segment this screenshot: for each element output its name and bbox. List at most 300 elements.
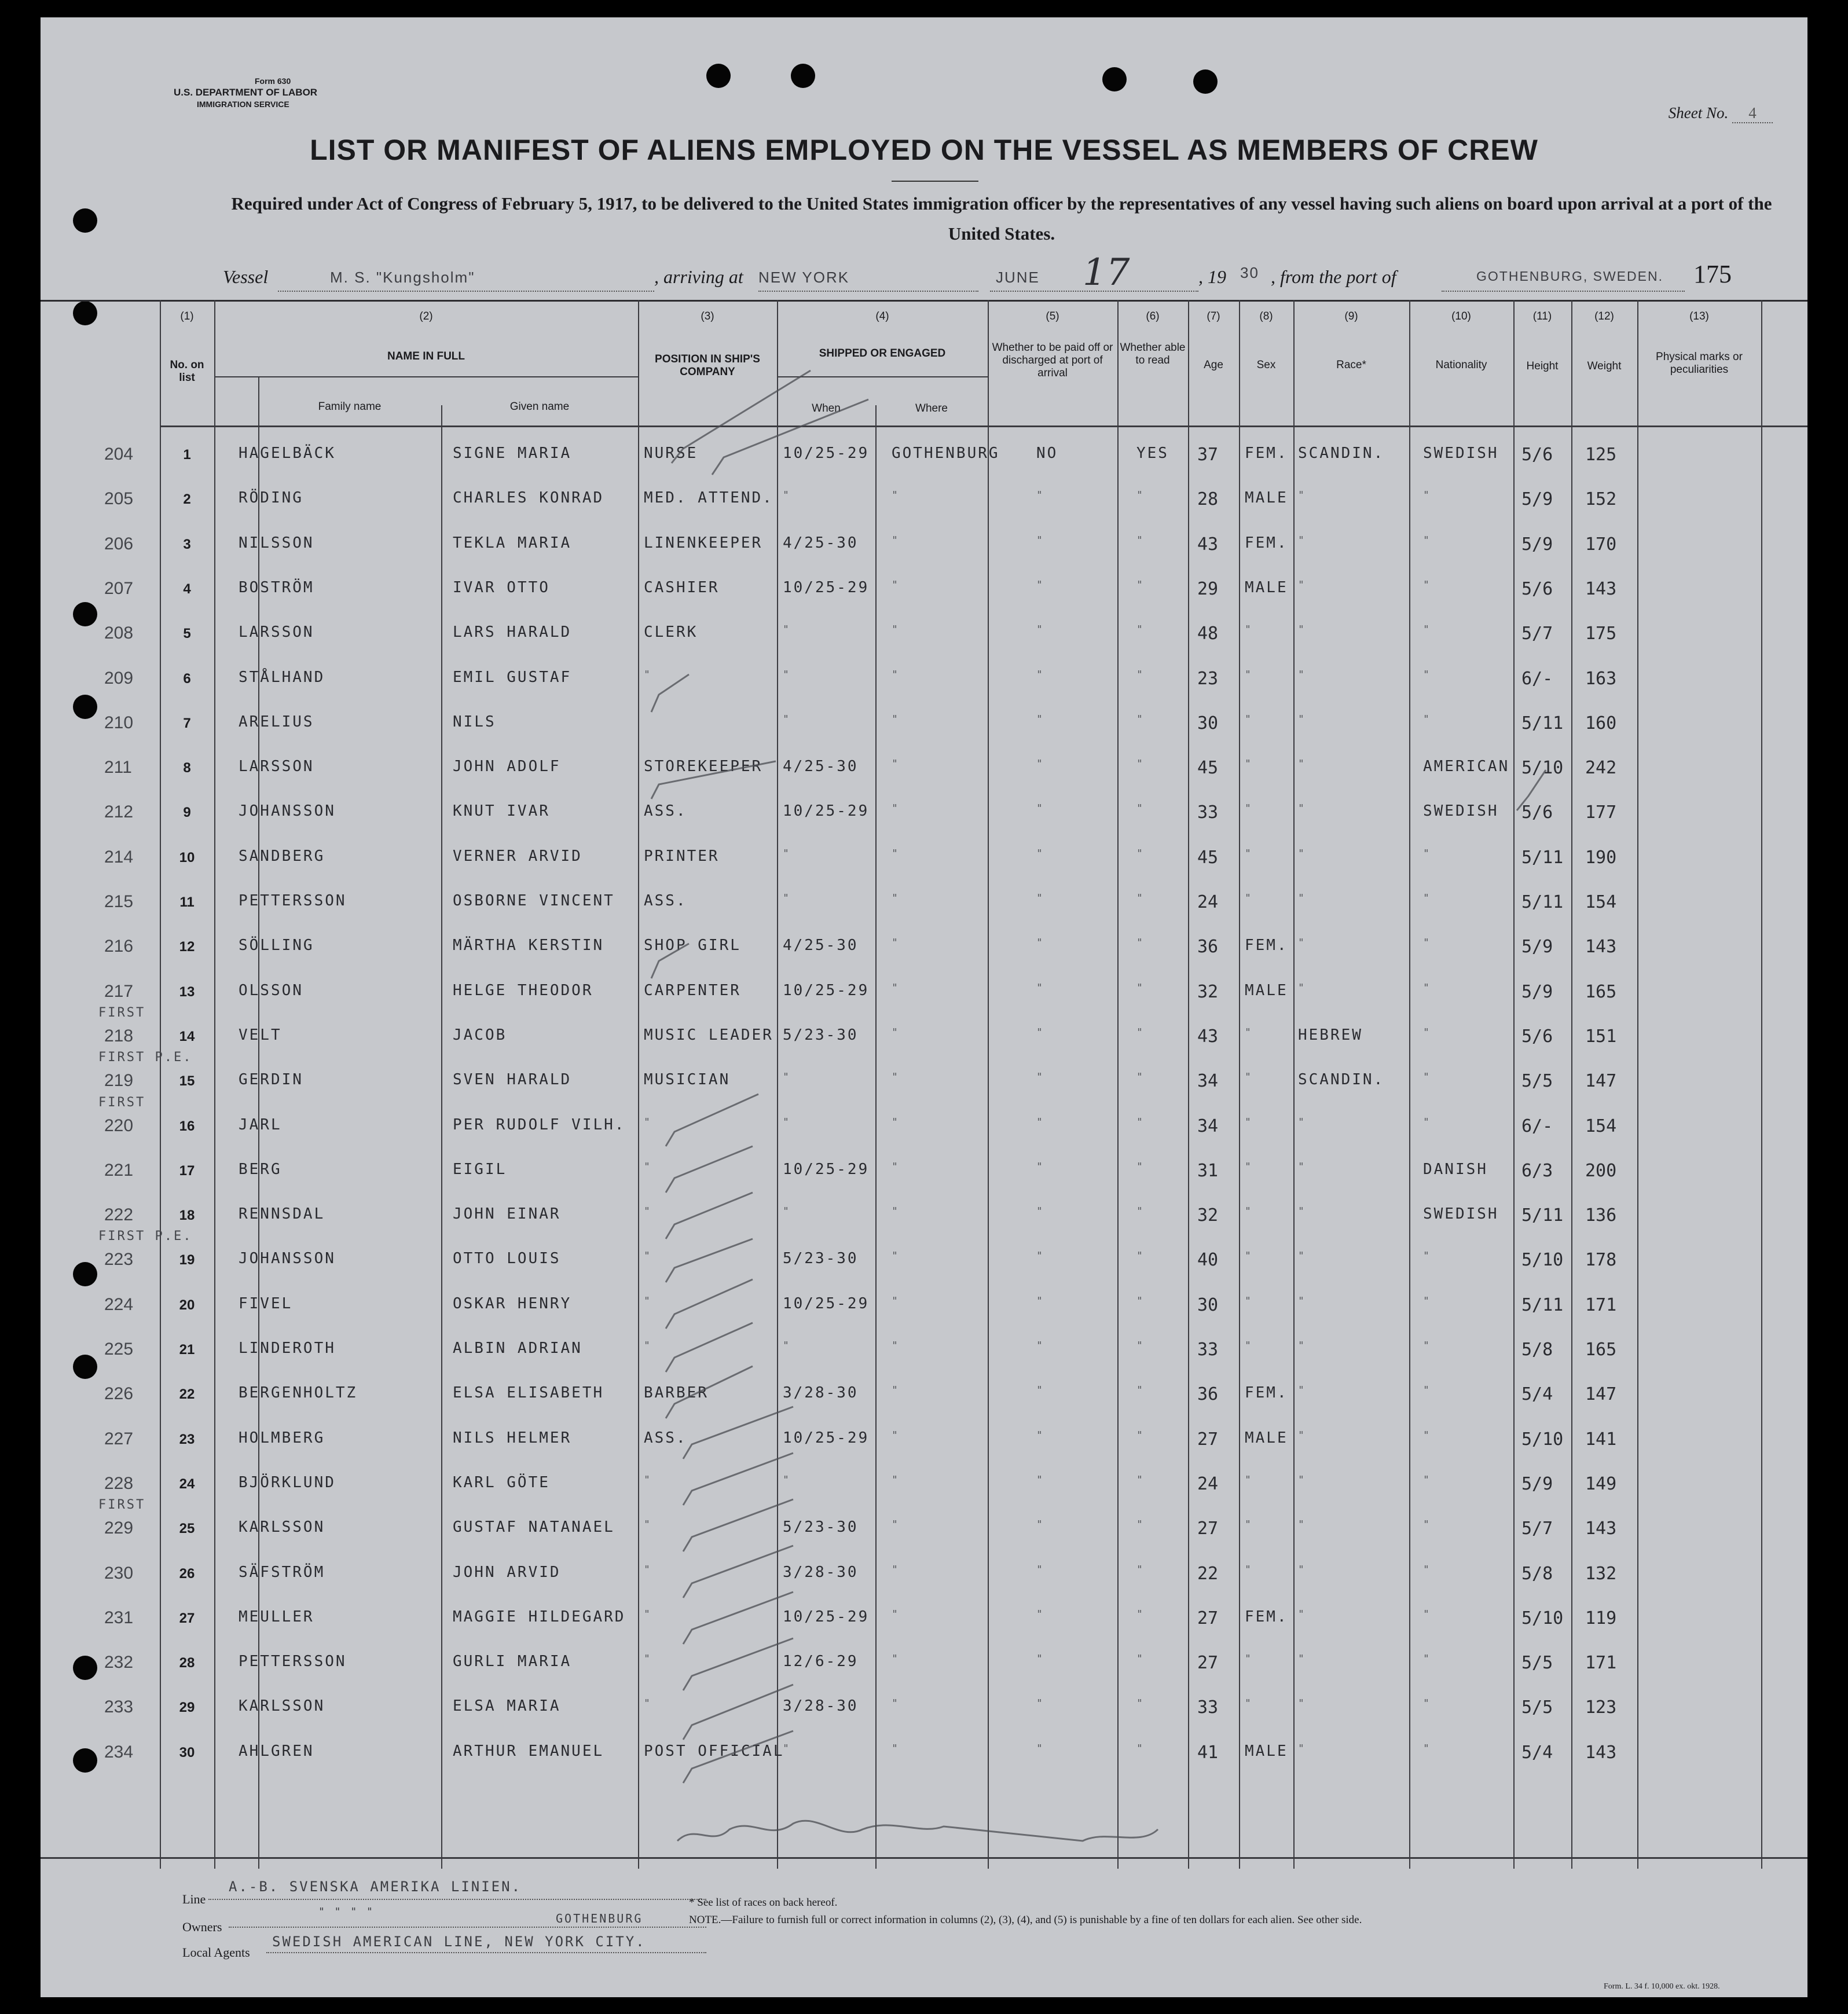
row-number-cell: 14 bbox=[179, 1028, 195, 1044]
from-label-text: , from the port of bbox=[1271, 266, 1396, 287]
shipped-when-cell: " bbox=[783, 892, 791, 904]
row-number-cell: 5 bbox=[183, 626, 191, 642]
family-name-cell: FIVEL bbox=[239, 1294, 293, 1312]
col-header-no: No. on list bbox=[170, 359, 204, 384]
paid-off-cell: " bbox=[1036, 802, 1044, 815]
position-cell: " bbox=[644, 1340, 652, 1352]
race-cell: " bbox=[1298, 1205, 1306, 1218]
race-cell: " bbox=[1298, 1116, 1306, 1128]
paid-off-cell: " bbox=[1036, 1653, 1044, 1666]
department-name: U.S. DEPARTMENT OF LABOR bbox=[174, 87, 318, 98]
sex-cell: " bbox=[1245, 668, 1253, 681]
nationality-cell: AMERICAN bbox=[1423, 758, 1510, 776]
paid-off-cell: " bbox=[1036, 489, 1044, 502]
row-number-cell: 7 bbox=[183, 715, 191, 731]
shipped-where-cell: " bbox=[892, 623, 900, 636]
height-cell: 5/6 bbox=[1521, 1026, 1553, 1047]
side-number-cell: 212 bbox=[104, 802, 134, 822]
given-name-cell: KARL GÖTE bbox=[453, 1473, 550, 1491]
owners-ditto: " " " " bbox=[318, 1906, 375, 1918]
position-cell: " bbox=[644, 1250, 652, 1263]
age-cell: 30 bbox=[1197, 1294, 1219, 1315]
race-cell: " bbox=[1298, 1384, 1306, 1397]
shipped-where-cell: " bbox=[892, 1697, 900, 1710]
line-label: Line bbox=[182, 1892, 206, 1906]
shipped-where-cell: " bbox=[892, 1160, 900, 1173]
height-cell: 5/5 bbox=[1521, 1653, 1553, 1674]
side-number-cell: 229 bbox=[104, 1518, 134, 1538]
given-name-cell: SVEN HARALD bbox=[453, 1071, 572, 1089]
nationality-cell: " bbox=[1423, 534, 1431, 546]
side-number-cell: 233 bbox=[104, 1697, 134, 1717]
race-cell: HEBREW bbox=[1298, 1026, 1363, 1044]
nationality-cell: SWEDISH bbox=[1423, 1205, 1499, 1223]
height-cell: 5/9 bbox=[1521, 489, 1553, 510]
col-num-13: (13) bbox=[1689, 310, 1709, 322]
age-cell: 23 bbox=[1197, 668, 1219, 689]
sex-cell: FEM. bbox=[1245, 937, 1288, 955]
position-cell: LINENKEEPER bbox=[644, 534, 763, 552]
race-cell: " bbox=[1298, 713, 1306, 725]
family-name-cell: LINDEROTH bbox=[239, 1340, 336, 1357]
side-number-cell: 224 bbox=[104, 1294, 134, 1314]
row-number-cell: 6 bbox=[183, 670, 191, 687]
race-cell: " bbox=[1298, 1340, 1306, 1352]
nationality-cell: SWEDISH bbox=[1423, 445, 1499, 462]
height-cell: 5/11 bbox=[1521, 892, 1564, 912]
age-cell: 40 bbox=[1197, 1250, 1219, 1271]
shipped-when-cell: 10/25-29 bbox=[783, 1294, 870, 1312]
height-cell: 5/10 bbox=[1521, 1608, 1564, 1628]
col-num-6: (6) bbox=[1146, 310, 1160, 322]
paid-off-cell: " bbox=[1036, 578, 1044, 591]
col-num-3: (3) bbox=[701, 310, 714, 322]
height-cell: 5/11 bbox=[1521, 1205, 1564, 1226]
given-name-cell: JOHN ADOLF bbox=[453, 758, 561, 776]
age-cell: 22 bbox=[1197, 1563, 1219, 1584]
family-name-cell: OLSSON bbox=[239, 981, 303, 999]
able-to-read-cell: " bbox=[1136, 1250, 1145, 1263]
family-name-cell: BERG bbox=[239, 1160, 282, 1178]
line-underline bbox=[208, 1899, 706, 1900]
side-number-cell: 221 bbox=[104, 1160, 134, 1180]
age-cell: 27 bbox=[1197, 1518, 1219, 1539]
paid-off-cell: " bbox=[1036, 1742, 1044, 1755]
side-number-cell: 205 bbox=[104, 489, 134, 509]
shipped-where-cell: " bbox=[892, 1294, 900, 1307]
race-cell: " bbox=[1298, 1742, 1306, 1755]
side-number-cell: 225 bbox=[104, 1340, 134, 1359]
weight-cell: 136 bbox=[1585, 1205, 1617, 1226]
row-prefix: FIRST bbox=[98, 1095, 146, 1110]
able-to-read-cell: " bbox=[1136, 578, 1145, 591]
arrival-month: JUNE bbox=[996, 269, 1040, 286]
family-name-cell: BERGENHOLTZ bbox=[239, 1384, 358, 1402]
vessel-value: M. S. "Kungsholm" bbox=[330, 269, 475, 286]
sex-cell: " bbox=[1245, 623, 1253, 636]
position-cell: STOREKEEPER bbox=[644, 758, 763, 776]
height-cell: 5/7 bbox=[1521, 623, 1553, 644]
height-cell: 5/8 bbox=[1521, 1340, 1553, 1360]
row-prefix: FIRST P.E. bbox=[98, 1050, 193, 1065]
given-name-cell: IVAR OTTO bbox=[453, 578, 550, 596]
weight-cell: 178 bbox=[1585, 1250, 1617, 1271]
sex-cell: MALE bbox=[1245, 1742, 1288, 1760]
col-num-9: (9) bbox=[1344, 310, 1358, 322]
col-header-given: Given name bbox=[509, 401, 570, 413]
shipped-when-cell: 5/23-30 bbox=[783, 1250, 859, 1268]
weight-cell: 152 bbox=[1585, 489, 1617, 510]
age-cell: 27 bbox=[1197, 1429, 1219, 1450]
able-to-read-cell: " bbox=[1136, 1205, 1145, 1218]
able-to-read-cell: " bbox=[1136, 1160, 1145, 1173]
weight-cell: 200 bbox=[1585, 1160, 1617, 1181]
nationality-cell: " bbox=[1423, 937, 1431, 949]
position-cell: " bbox=[644, 1697, 652, 1710]
position-cell: ASS. bbox=[644, 802, 687, 820]
family-name-cell: LARSSON bbox=[239, 623, 314, 641]
paid-off-cell: " bbox=[1036, 1697, 1044, 1710]
side-number-cell: 223 bbox=[104, 1250, 134, 1270]
row-number-cell: 29 bbox=[179, 1700, 195, 1716]
sex-cell: MALE bbox=[1245, 489, 1288, 507]
sex-cell: MALE bbox=[1245, 578, 1288, 596]
weight-cell: 242 bbox=[1585, 758, 1617, 779]
able-to-read-cell: " bbox=[1136, 713, 1145, 725]
position-cell: ASS. bbox=[644, 892, 687, 909]
family-name-cell: PETTERSSON bbox=[239, 892, 347, 909]
given-name-cell: KNUT IVAR bbox=[453, 802, 550, 820]
able-to-read-cell: YES bbox=[1136, 445, 1169, 462]
weight-cell: 151 bbox=[1585, 1026, 1617, 1047]
year-prefix-text: , 19 bbox=[1198, 266, 1226, 287]
shipped-when-cell: 4/25-30 bbox=[783, 534, 859, 552]
owners-value: GOTHENBURG bbox=[556, 1912, 643, 1925]
age-cell: 24 bbox=[1197, 892, 1219, 912]
weight-cell: 177 bbox=[1585, 802, 1617, 823]
height-cell: 5/9 bbox=[1521, 534, 1553, 555]
nationality-cell: SWEDISH bbox=[1423, 802, 1499, 820]
paid-off-cell: " bbox=[1036, 1294, 1044, 1307]
age-cell: 31 bbox=[1197, 1160, 1219, 1181]
sex-cell: FEM. bbox=[1245, 445, 1288, 462]
given-name-cell: NILS bbox=[453, 713, 496, 731]
col-header-read: Whether able to read bbox=[1120, 342, 1186, 366]
age-cell: 27 bbox=[1197, 1653, 1219, 1674]
weight-cell: 190 bbox=[1585, 847, 1617, 868]
race-cell: " bbox=[1298, 892, 1306, 904]
col-num-5: (5) bbox=[1046, 310, 1059, 322]
shipped-when-cell: 5/23-30 bbox=[783, 1518, 859, 1536]
shipped-when-cell: 10/25-29 bbox=[783, 1608, 870, 1626]
page-subtitle: Required under Act of Congress of February 5, 1917, to be delivered to the United States immigration officer by the representatives of any vessel having such aliens on board upon arrival at a port of the United States. bbox=[231, 193, 1772, 244]
race-cell: " bbox=[1298, 758, 1306, 771]
given-name-cell: ELSA MARIA bbox=[453, 1697, 561, 1715]
height-cell: 5/11 bbox=[1521, 1294, 1564, 1315]
line-value: A.-B. SVENSKA AMERIKA LINIEN. bbox=[229, 1879, 522, 1895]
weight-cell: 154 bbox=[1585, 892, 1617, 912]
stamp-number: 175 bbox=[1693, 260, 1732, 288]
shipped-when-cell: " bbox=[783, 489, 791, 502]
race-cell: " bbox=[1298, 489, 1306, 502]
col-num-12: (12) bbox=[1594, 310, 1614, 322]
col-header-weight: Weight bbox=[1587, 360, 1622, 372]
age-cell: 32 bbox=[1197, 1205, 1219, 1226]
side-number-cell: 208 bbox=[104, 623, 134, 643]
height-cell: 5/10 bbox=[1521, 1429, 1564, 1450]
col-header-when: When bbox=[812, 402, 841, 414]
able-to-read-cell: " bbox=[1136, 1697, 1145, 1710]
weight-cell: 147 bbox=[1585, 1071, 1617, 1092]
side-number-cell: 226 bbox=[104, 1384, 134, 1404]
sex-cell: " bbox=[1245, 1250, 1253, 1263]
shipped-where-cell: " bbox=[892, 489, 900, 502]
paid-off-cell: " bbox=[1036, 1250, 1044, 1263]
sex-cell: " bbox=[1245, 892, 1253, 904]
col-header-shipped: SHIPPED OR ENGAGED bbox=[819, 347, 946, 359]
paid-off-cell: " bbox=[1036, 1473, 1044, 1486]
able-to-read-cell: " bbox=[1136, 937, 1145, 949]
race-cell: " bbox=[1298, 1697, 1306, 1710]
row-number-cell: 12 bbox=[179, 939, 195, 955]
sex-cell: " bbox=[1245, 1563, 1253, 1576]
position-cell: " bbox=[644, 1653, 652, 1666]
age-cell: 24 bbox=[1197, 1473, 1219, 1494]
row-number-cell: 15 bbox=[179, 1073, 195, 1089]
shipped-when-cell: 12/6-29 bbox=[783, 1653, 859, 1671]
position-cell: " bbox=[644, 1160, 652, 1173]
side-number-cell: 222 bbox=[104, 1205, 134, 1225]
row-number-cell: 28 bbox=[179, 1655, 195, 1671]
able-to-read-cell: " bbox=[1136, 1653, 1145, 1666]
shipped-when-cell: " bbox=[783, 847, 791, 860]
service-name: IMMIGRATION SERVICE bbox=[197, 100, 289, 109]
row-number-cell: 11 bbox=[179, 894, 195, 910]
shipped-when-cell: 3/28-30 bbox=[783, 1697, 859, 1715]
row-number-cell: 4 bbox=[183, 581, 191, 597]
paid-off-cell: " bbox=[1036, 668, 1044, 681]
sex-cell: " bbox=[1245, 1518, 1253, 1531]
shipped-where-cell: " bbox=[892, 713, 900, 725]
sex-cell: " bbox=[1245, 1116, 1253, 1128]
family-name-cell: KARLSSON bbox=[239, 1697, 325, 1715]
shipped-where-cell: " bbox=[892, 1384, 900, 1397]
shipped-when-cell: 5/23-30 bbox=[783, 1026, 859, 1044]
paid-off-cell: " bbox=[1036, 1563, 1044, 1576]
family-name-cell: VELT bbox=[239, 1026, 282, 1044]
paid-off-cell: " bbox=[1036, 1340, 1044, 1352]
able-to-read-cell: " bbox=[1136, 1518, 1145, 1531]
paid-off-cell: " bbox=[1036, 1116, 1044, 1128]
weight-cell: 141 bbox=[1585, 1429, 1617, 1450]
height-cell: 5/9 bbox=[1521, 937, 1553, 958]
given-name-cell: PER RUDOLF VILH. bbox=[453, 1116, 626, 1133]
shipped-where-cell: " bbox=[892, 1071, 900, 1084]
able-to-read-cell: " bbox=[1136, 1294, 1145, 1307]
weight-cell: 143 bbox=[1585, 1742, 1617, 1763]
weight-cell: 163 bbox=[1585, 668, 1617, 689]
nationality-cell: " bbox=[1423, 1518, 1431, 1531]
height-cell: 5/6 bbox=[1521, 578, 1553, 599]
position-cell: SHOP GIRL bbox=[644, 937, 741, 955]
sex-cell: " bbox=[1245, 1340, 1253, 1352]
able-to-read-cell: " bbox=[1136, 489, 1145, 502]
shipped-where-cell: " bbox=[892, 668, 900, 681]
weight-cell: 143 bbox=[1585, 937, 1617, 958]
shipped-where-cell: " bbox=[892, 1608, 900, 1620]
nationality-cell: " bbox=[1423, 1116, 1431, 1128]
shipped-where-cell: " bbox=[892, 1653, 900, 1666]
family-name-cell: JOHANSSON bbox=[239, 802, 336, 820]
shipped-where-cell: " bbox=[892, 892, 900, 904]
weight-cell: 125 bbox=[1585, 445, 1617, 465]
age-cell: 43 bbox=[1197, 534, 1219, 555]
row-number-cell: 19 bbox=[179, 1252, 195, 1268]
family-name-cell: HOLMBERG bbox=[239, 1429, 325, 1447]
weight-cell: 119 bbox=[1585, 1608, 1617, 1628]
arriving-value: NEW YORK bbox=[758, 269, 850, 286]
sex-cell: MALE bbox=[1245, 981, 1288, 999]
row-number-cell: 27 bbox=[179, 1610, 195, 1626]
paid-off-cell: " bbox=[1036, 713, 1044, 725]
weight-cell: 160 bbox=[1585, 713, 1617, 733]
position-cell: " bbox=[644, 1294, 652, 1307]
paid-off-cell: " bbox=[1036, 1608, 1044, 1620]
sheet-value: 4 bbox=[1732, 104, 1773, 123]
col-header-age: Age bbox=[1204, 359, 1223, 371]
race-cell: " bbox=[1298, 1473, 1306, 1486]
row-number-cell: 22 bbox=[179, 1386, 195, 1403]
able-to-read-cell: " bbox=[1136, 1026, 1145, 1039]
family-name-cell: HAGELBÄCK bbox=[239, 445, 336, 462]
sex-cell: MALE bbox=[1245, 1429, 1288, 1447]
given-name-cell: JOHN EINAR bbox=[453, 1205, 561, 1223]
race-cell: " bbox=[1298, 578, 1306, 591]
sex-cell: FEM. bbox=[1245, 1384, 1288, 1402]
sheet-label: Sheet No. bbox=[1668, 104, 1729, 122]
sex-cell: " bbox=[1245, 1473, 1253, 1486]
paid-off-cell: " bbox=[1036, 623, 1044, 636]
row-number-cell: 13 bbox=[179, 984, 195, 1000]
position-cell: NURSE bbox=[644, 445, 698, 462]
nationality-cell: DANISH bbox=[1423, 1160, 1488, 1178]
row-number-cell: 8 bbox=[183, 760, 191, 776]
height-cell: 5/4 bbox=[1521, 1742, 1553, 1763]
col-num-1: (1) bbox=[180, 310, 194, 322]
able-to-read-cell: " bbox=[1136, 1563, 1145, 1576]
shipped-when-cell: 3/28-30 bbox=[783, 1384, 859, 1402]
nationality-cell: " bbox=[1423, 1340, 1431, 1352]
agents-underline bbox=[266, 1952, 706, 1953]
sex-cell: FEM. bbox=[1245, 534, 1288, 552]
sex-cell: " bbox=[1245, 802, 1253, 815]
shipped-where-cell: " bbox=[892, 1116, 900, 1128]
age-cell: 34 bbox=[1197, 1116, 1219, 1136]
age-cell: 29 bbox=[1197, 578, 1219, 599]
pencil-check-marks bbox=[41, 17, 1807, 1997]
age-cell: 28 bbox=[1197, 489, 1219, 510]
given-name-cell: SIGNE MARIA bbox=[453, 445, 572, 462]
paid-off-cell: " bbox=[1036, 1205, 1044, 1218]
shipped-where-cell: " bbox=[892, 758, 900, 771]
weight-cell: 175 bbox=[1585, 623, 1617, 644]
height-cell: 5/10 bbox=[1521, 758, 1564, 779]
nationality-cell: " bbox=[1423, 1697, 1431, 1710]
side-number-cell: 228 bbox=[104, 1473, 134, 1493]
agents-label: Local Agents bbox=[182, 1945, 250, 1960]
given-name-cell: GURLI MARIA bbox=[453, 1653, 572, 1671]
shipped-where-cell: " bbox=[892, 1563, 900, 1576]
side-number-cell: 218 bbox=[104, 1026, 134, 1045]
age-cell: 36 bbox=[1197, 937, 1219, 958]
able-to-read-cell: " bbox=[1136, 847, 1145, 860]
shipped-where-cell: " bbox=[892, 1205, 900, 1218]
row-prefix: FIRST bbox=[98, 1498, 146, 1513]
shipped-when-cell: " bbox=[783, 713, 791, 725]
family-name-cell: BOSTRÖM bbox=[239, 578, 314, 596]
sex-cell: " bbox=[1245, 1697, 1253, 1710]
age-cell: 45 bbox=[1197, 847, 1219, 868]
shipped-when-cell: " bbox=[783, 1742, 791, 1755]
race-note: * See list of races on back hereof. bbox=[689, 1896, 838, 1909]
family-name-cell: RÖDING bbox=[239, 489, 303, 507]
age-cell: 45 bbox=[1197, 758, 1219, 779]
age-cell: 32 bbox=[1197, 981, 1219, 1002]
able-to-read-cell: " bbox=[1136, 758, 1145, 771]
nationality-cell: " bbox=[1423, 623, 1431, 636]
given-name-cell: MAGGIE HILDEGARD bbox=[453, 1608, 626, 1626]
height-cell: 5/8 bbox=[1521, 1563, 1553, 1584]
race-cell: " bbox=[1298, 534, 1306, 546]
paid-off-cell: " bbox=[1036, 1160, 1044, 1173]
row-number-cell: 20 bbox=[179, 1297, 195, 1313]
position-cell: POST OFFICIAL bbox=[644, 1742, 784, 1760]
able-to-read-cell: " bbox=[1136, 1473, 1145, 1486]
shipped-where-cell: " bbox=[892, 534, 900, 546]
nationality-cell: " bbox=[1423, 1429, 1431, 1441]
race-cell: SCANDIN. bbox=[1298, 1071, 1385, 1089]
paid-off-cell: " bbox=[1036, 1026, 1044, 1039]
given-name-cell: MÄRTHA KERSTIN bbox=[453, 937, 604, 955]
shipped-where-cell: " bbox=[892, 1340, 900, 1352]
able-to-read-cell: " bbox=[1136, 1742, 1145, 1755]
position-cell: " bbox=[644, 1563, 652, 1576]
col-num-11: (11) bbox=[1532, 310, 1552, 322]
family-name-cell: RENNSDAL bbox=[239, 1205, 325, 1223]
position-cell: " bbox=[644, 1608, 652, 1620]
given-name-cell: NILS HELMER bbox=[453, 1429, 572, 1447]
given-name-cell: LARS HARALD bbox=[453, 623, 572, 641]
height-cell: 5/11 bbox=[1521, 847, 1564, 868]
shipped-when-cell: 10/25-29 bbox=[783, 578, 870, 596]
height-cell: 6/3 bbox=[1521, 1160, 1553, 1181]
weight-cell: 149 bbox=[1585, 1473, 1617, 1494]
row-number-cell: 16 bbox=[179, 1118, 195, 1134]
weight-cell: 123 bbox=[1585, 1697, 1617, 1718]
family-name-cell: SÄFSTRÖM bbox=[239, 1563, 325, 1581]
position-cell: " bbox=[644, 1205, 652, 1218]
side-number-cell: 230 bbox=[104, 1563, 134, 1583]
family-name-cell: JOHANSSON bbox=[239, 1250, 336, 1268]
family-name-cell: SÖLLING bbox=[239, 937, 314, 955]
paid-off-cell: " bbox=[1036, 981, 1044, 994]
race-cell: " bbox=[1298, 1429, 1306, 1441]
shipped-where-cell: " bbox=[892, 578, 900, 591]
position-cell: MED. ATTEND. bbox=[644, 489, 773, 507]
col-header-marks: Physical marks or peculiarities bbox=[1656, 351, 1743, 376]
agents-value: SWEDISH AMERICAN LINE, NEW YORK CITY. bbox=[272, 1934, 646, 1950]
position-cell: CARPENTER bbox=[644, 981, 741, 999]
